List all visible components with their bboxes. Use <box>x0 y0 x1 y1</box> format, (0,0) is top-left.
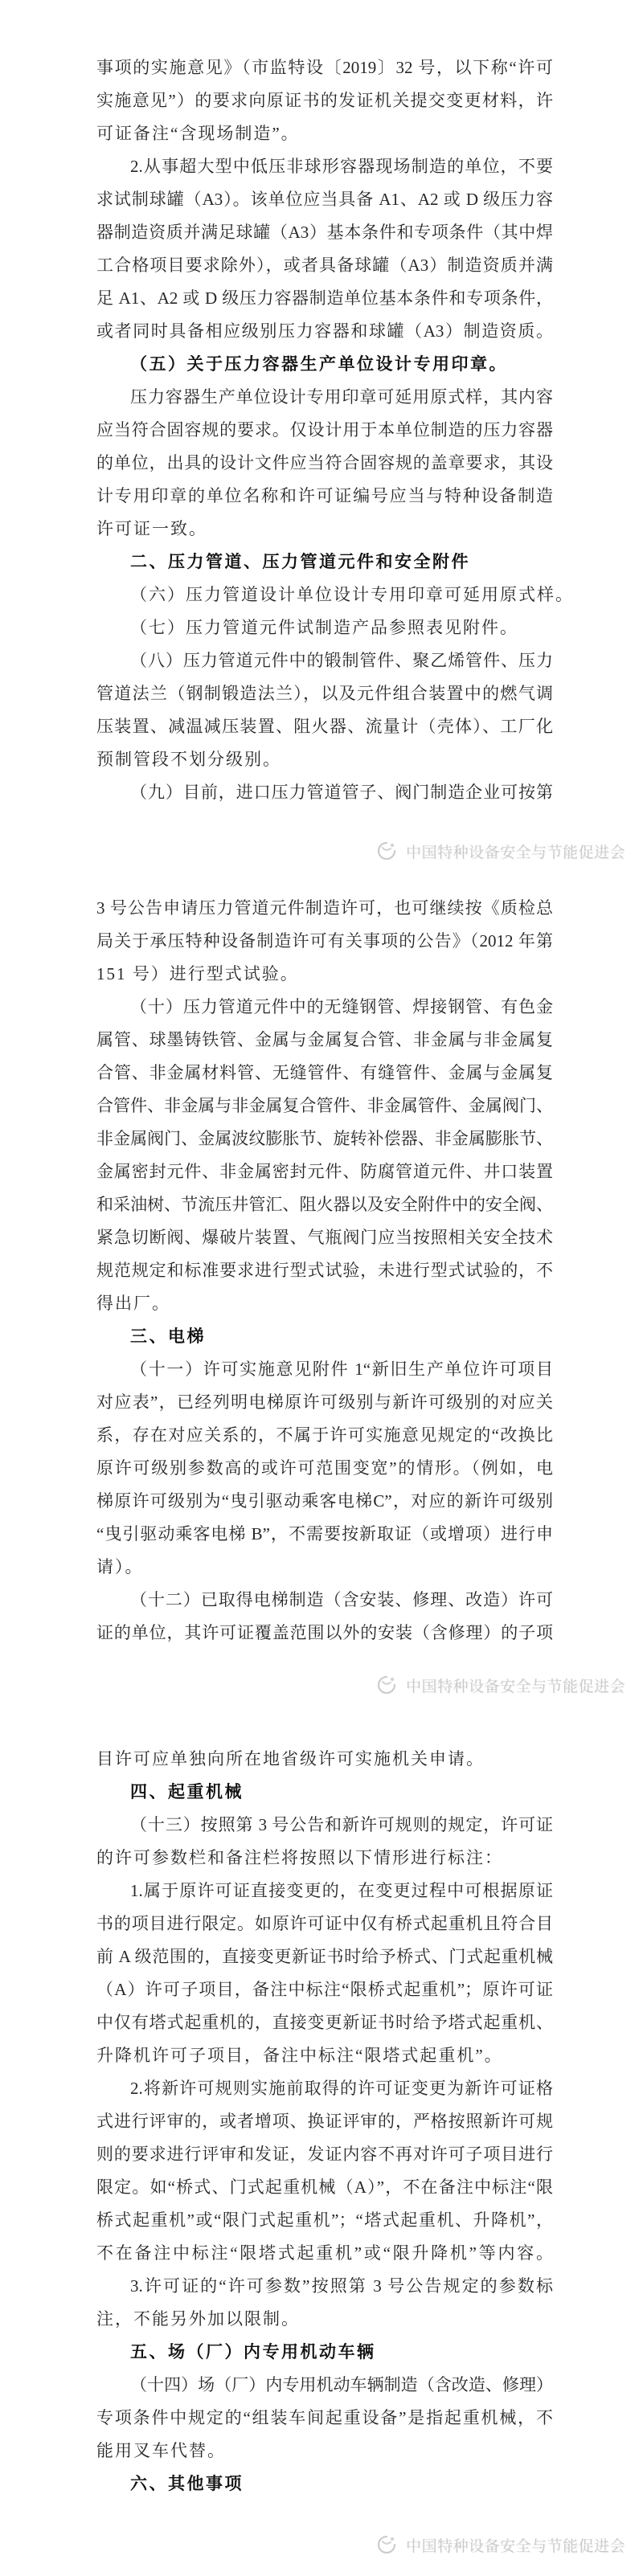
watermark <box>375 2531 625 2558</box>
text-line: （十四）场（厂）内专用机动车辆制造（含改造、修理） <box>130 2375 553 2394</box>
text-line: 或者同时具备相应级别压力容器和球罐（A3）制造资质。 <box>96 321 553 341</box>
text-line: （六）压力管道设计单位设计专用印章可延用原式样。 <box>130 585 574 604</box>
document-page-3 <box>96 1743 553 2500</box>
text-line: 桥式起重机”或“限门式起重机”；“塔式起重机、升降机”， <box>96 2210 553 2230</box>
text-line: 求试制球罐（A3）。该单位应当具备 A1、A2 或 D 级压力容 <box>96 190 553 209</box>
text-line: 式进行评审的，或者增项、换证评审的，严格按照新许可规 <box>96 2112 553 2131</box>
text-line: 对应表”，已经列明电梯原许可级别与新许可级别的对应关 <box>96 1392 553 1412</box>
text-line: 和采油树、节流压井管汇、阻火器以及安全附件中的安全阀、 <box>96 1195 553 1214</box>
text-line: 能用叉车代替。 <box>96 2441 226 2460</box>
text-line: 器制造资质并满足球罐（A3）基本条件和专项条件（其中焊 <box>96 223 553 242</box>
text-line: 3 号公告申请压力管道元件制造许可，也可继续按《质检总 <box>96 898 553 918</box>
section-heading-line: 四、起重机械 <box>130 1783 244 1801</box>
text-line: 金属密封元件、非金属密封元件、防腐管道元件、井口装置 <box>96 1162 553 1181</box>
watermark-text: 中国特种设备安全与节能促进会 <box>405 2537 625 2555</box>
document-page-2 <box>96 892 553 1650</box>
watermark-text: 中国特种设备安全与节能促进会 <box>405 844 625 861</box>
section-heading-line: 二、压力管道、压力管道元件和安全附件 <box>130 553 470 571</box>
document-page-1 <box>96 51 574 809</box>
text-line: “曳引驱动乘客电梯 B”，不需要按新取证（或增项）进行申 <box>96 1524 553 1544</box>
text-line: 管道法兰（钢制锻造法兰），以及元件组合装置中的燃气调 <box>96 684 553 703</box>
watermark <box>375 837 625 865</box>
text-line: （十）压力管道元件中的无缝钢管、焊接钢管、有色金 <box>130 997 553 1016</box>
text-line: 1.属于原许可证直接变更的，在变更过程中可根据原证 <box>130 1881 553 1900</box>
text-line: 预制管段不划分级别。 <box>96 750 281 769</box>
text-line: 的许可参数栏和备注栏将按照以下情形进行标注： <box>96 1848 503 1867</box>
text-line: 许可证一致。 <box>96 519 207 538</box>
watermark-text: 中国特种设备安全与节能促进会 <box>405 1678 625 1695</box>
text-line: （九）目前，进口压力管道管子、阀门制造企业可按第 <box>130 783 553 802</box>
text-line: 升降机许可子项目，备注中标注“限塔式起重机”。 <box>96 2046 503 2065</box>
text-line: 书的项目进行限定。如原许可证中仅有桥式起重机且符合目 <box>96 1914 553 1933</box>
text-line: 属管、球墨铸铁管、金属与金属复合管、非金属与非金属复 <box>96 1030 553 1049</box>
text-line: 应当符合固容规的要求。仅设计用于本单位制造的压力容器 <box>96 420 553 440</box>
text-line: （十一）许可实施意见附件 1“新旧生产单位许可项目 <box>130 1360 553 1379</box>
text-line: 非金属阀门、金属波纹膨胀节、旋转补偿器、非金属膨胀节、 <box>96 1129 553 1148</box>
text-line: 合管件、非金属与非金属复合管件、非金属管件、金属阀门、 <box>96 1096 553 1115</box>
text-line: 注，不能另外加以限制。 <box>96 2309 300 2329</box>
text-line: 计专用印章的单位名称和许可证编号应当与特种设备制造 <box>96 486 553 505</box>
text-line: 可证备注“含现场制造”。 <box>96 124 300 143</box>
text-line: 原许可级别参数高的或许可范围变宽”的情形。（例如，电 <box>96 1458 553 1478</box>
text-line: 的单位，出具的设计文件应当符合固容规的盖章要求，其设 <box>96 453 553 472</box>
section-heading-line: 五、场（厂）内专用机动车辆 <box>130 2343 376 2361</box>
text-line: 目许可应单独向所在地省级许可实施机关申请。 <box>96 1749 485 1768</box>
text-line: （十三）按照第 3 号公告和新许可规则的规定，许可证 <box>130 1815 553 1834</box>
section-heading-line: （五）关于压力容器生产单位设计专用印章。 <box>130 355 508 374</box>
text-line: 2.将新许可规则实施前取得的许可证变更为新许可证格 <box>130 2079 553 2098</box>
text-line: 则的要求进行评审和发证，发证内容不再对许可子项目进行 <box>96 2145 553 2164</box>
association-emblem-icon <box>375 1674 399 1696</box>
section-heading-line: 三、电梯 <box>130 1327 206 1346</box>
text-line: 中仅有塔式起重机的，直接变更新证书时给予塔式起重机、 <box>96 2013 553 2032</box>
text-line: 事项的实施意见》（市监特设〔2019〕32 号，以下称“许可 <box>96 58 553 77</box>
text-line: 3.许可证的“许可参数”按照第 3 号公告规定的参数标 <box>130 2276 553 2296</box>
text-line: 压力容器生产单位设计专用印章可延用原式样，其内容 <box>130 387 553 407</box>
watermark <box>375 1671 625 1699</box>
section-heading-line: 六、其他事项 <box>130 2475 244 2493</box>
text-line: 得出厂。 <box>96 1294 170 1313</box>
text-line: 足 A1、A2 或 D 级压力容器制造单位基本条件和专项条件， <box>96 288 553 308</box>
text-line: （十二）已取得电梯制造（含安装、修理、改造）许可 <box>130 1590 553 1609</box>
text-line: 证的单位，其许可证覆盖范围以外的安装（含修理）的子项 <box>96 1623 553 1642</box>
text-line: 规范规定和标准要求进行型式试验，未进行型式试验的，不 <box>96 1261 553 1280</box>
text-line: 专项条件中规定的“组装车间起重设备”是指起重机械，不 <box>96 2408 553 2427</box>
text-line: 2.从事超大型中低压非球形容器现场制造的单位，不要 <box>130 157 553 176</box>
text-line: 前 A 级范围的，直接变更新证书时给予桥式、门式起重机械 <box>96 1947 553 1966</box>
text-line: 限定。如“桥式、门式起重机械（A）”，不在备注中标注“限 <box>96 2177 553 2197</box>
text-line: 局关于承压特种设备制造许可有关事项的公告》（2012 年第 <box>96 931 553 951</box>
text-line: 紧急切断阀、爆破片装置、气瓶阀门应当按照相关安全技术 <box>96 1228 553 1247</box>
text-line: 梯原许可级别为“曳引驱动乘客电梯C”，对应的新许可级别 <box>96 1491 553 1511</box>
text-line: （A）许可子项目，备注中标注“限桥式起重机”；原许可证 <box>96 1980 553 1999</box>
text-line: 工合格项目要求除外），或者具备球罐（A3）制造资质并满 <box>96 256 553 275</box>
text-line: 合管、非金属材料管、无缝管件、有缝管件、金属与金属复 <box>96 1063 553 1082</box>
text-line: （八）压力管道元件中的锻制管件、聚乙烯管件、压力 <box>130 651 553 670</box>
association-emblem-icon <box>375 840 399 862</box>
text-line: （七）压力管道元件试制造产品参照表见附件。 <box>130 618 518 637</box>
text-line: 请）。 <box>96 1557 144 1576</box>
text-line: 不在备注中标注“限塔式起重机”或“限升降机”等内容。 <box>96 2243 553 2263</box>
text-line: 系，存在对应关系的，不属于许可实施意见规定的“改换比 <box>96 1425 553 1445</box>
text-line: 压装置、减温减压装置、阻火器、流量计（壳体）、工厂化 <box>96 717 553 736</box>
text-line: 151 号）进行型式试验。 <box>96 964 299 983</box>
association-emblem-icon <box>375 2533 399 2556</box>
text-line: 实施意见”）的要求向原证书的发证机关提交变更材料，许 <box>96 91 553 110</box>
